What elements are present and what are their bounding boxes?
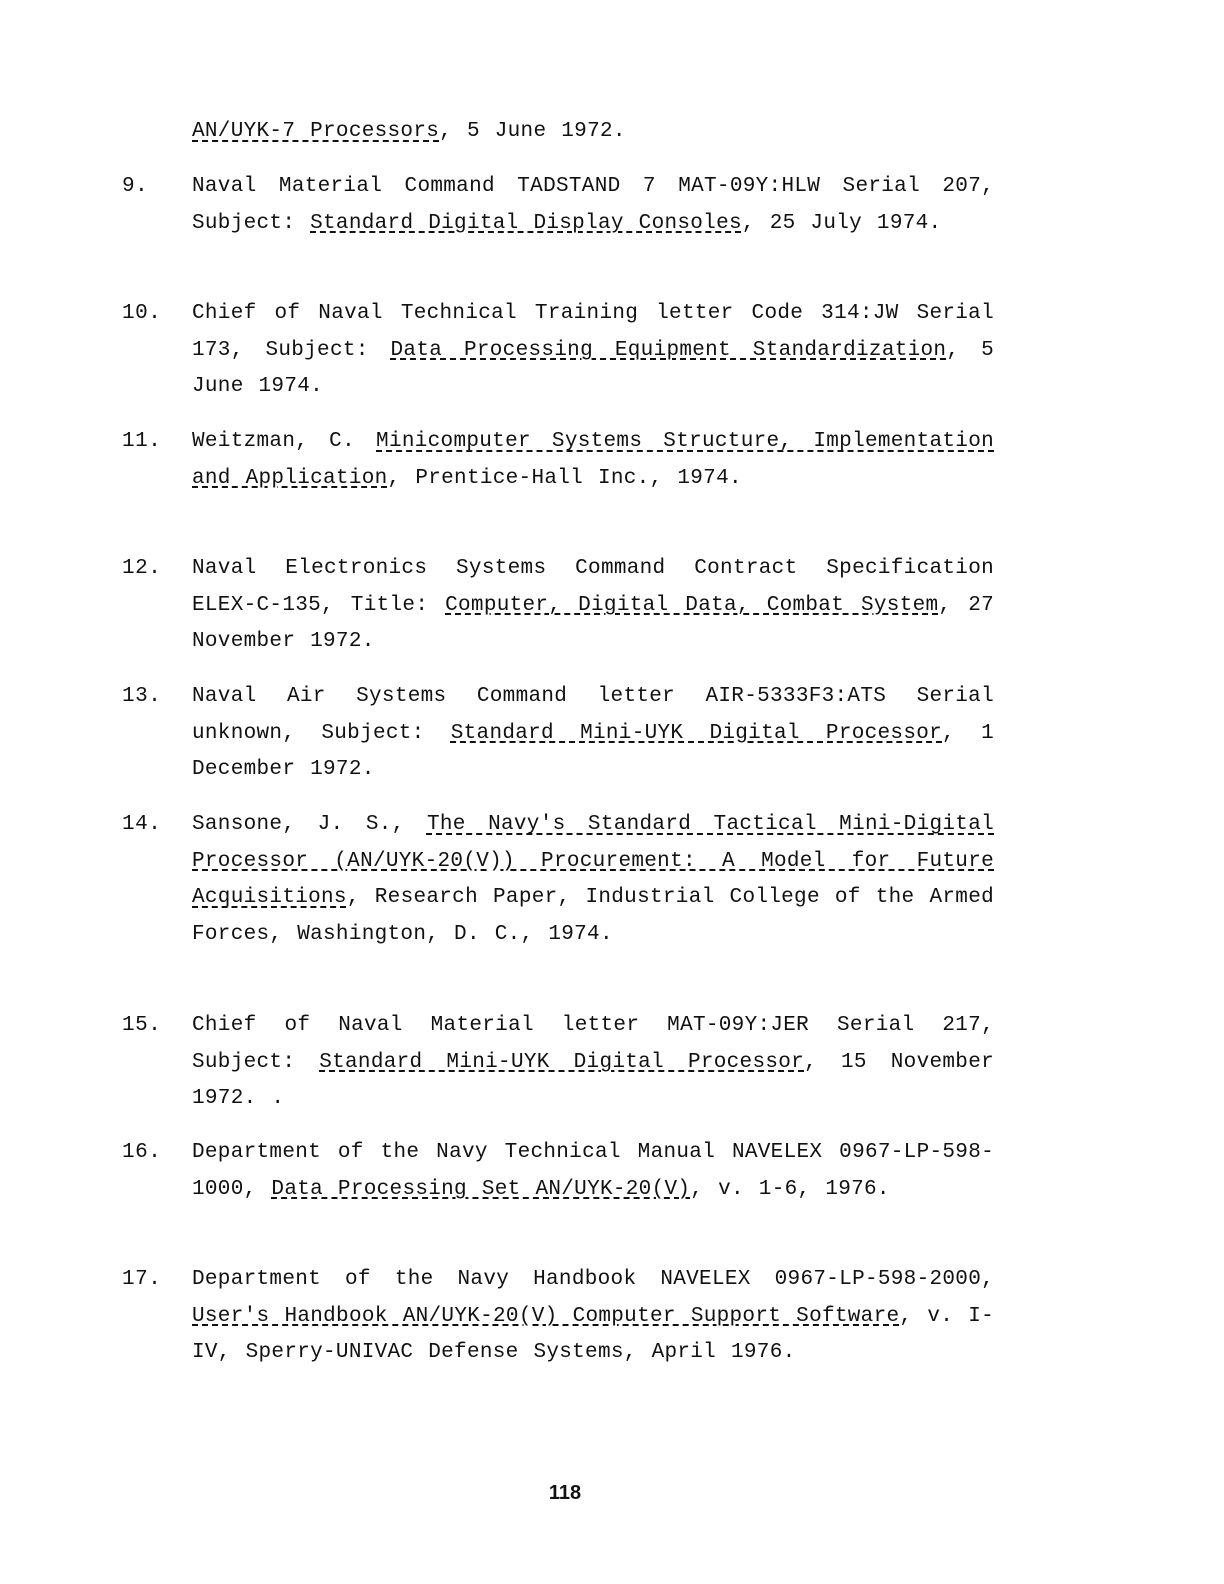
reference-text: [192, 169, 994, 242]
reference-title: Minicomputer Systems Structure, Implementation and Application: [192, 430, 994, 490]
reference-detail: , 1 December 1972.: [192, 721, 994, 781]
reference-detail: , 5 June 1972.: [439, 120, 626, 143]
reference-detail: , 25 July 1974.: [741, 211, 942, 235]
reference-detail: , Prentice-Hall Inc., 1974.: [387, 466, 742, 490]
reference-detail: , v. I-IV, Sperry-UNIVAC Defense Systems, April 1976.: [192, 1304, 994, 1364]
reference-detail: , 27 November 1972.: [192, 593, 994, 653]
reference-detail: , 5 June 1974.: [192, 338, 994, 398]
reference-number: 16.: [122, 1141, 162, 1164]
reference-text: [192, 679, 994, 789]
reference-number: 13.: [122, 685, 162, 708]
reference-number: 9.: [122, 175, 149, 198]
reference-lead: Weitzman, C.: [192, 430, 377, 453]
reference-title: Standard Digital Display Consoles: [310, 211, 742, 235]
reference-lead: Chief of Naval Technical Training letter Code 314:JW Serial 173, Subject:: [192, 302, 994, 362]
reference-detail: , 15 November 1972. .: [192, 1050, 994, 1110]
reference-lead: Naval Material Command TADSTAND 7 MAT-09Y:HLW Serial 207, Subject:: [192, 175, 994, 235]
reference-title: Standard Mini-UYK Digital Processor: [450, 721, 943, 745]
reference-detail: , Research Paper, Industrial College of the Armed Forces, Washington, D. C., 1974.: [192, 886, 994, 946]
reference-text: [192, 296, 994, 406]
reference-lead: Department of the Navy Handbook NAVELEX 0967-LP-598-2000,: [192, 1268, 994, 1291]
reference-number: 15.: [122, 1014, 162, 1037]
reference-title: AN/UYK-7 Processors: [192, 120, 440, 143]
reference-detail: , v. 1-6, 1976.: [690, 1177, 890, 1201]
reference-text: [192, 424, 994, 497]
reference-title: Data Processing Set AN/UYK-20(V): [271, 1177, 691, 1201]
reference-title: Computer, Digital Data, Combat System: [445, 593, 939, 617]
reference-lead: Naval Electronics Systems Command Contract Specification ELEX-C-135, Title:: [192, 557, 994, 617]
reference-number: 17.: [122, 1268, 162, 1291]
reference-number: 10.: [122, 302, 162, 325]
reference-title: User's Handbook AN/UYK-20(V) Computer Support Software: [192, 1304, 900, 1328]
reference-lead: Department of the Navy Technical Manual NAVELEX 0967-LP-598-1000,: [192, 1141, 994, 1201]
reference-text: [192, 114, 994, 151]
reference-text: [192, 1135, 994, 1208]
reference-text: [192, 1008, 994, 1118]
reference-lead: Naval Air Systems Command letter AIR-5333F3:ATS Serial unknown, Subject:: [192, 685, 994, 745]
reference-text: [192, 551, 994, 661]
reference-lead: Sansone, J. S.,: [192, 813, 427, 836]
reference-number: 11.: [122, 430, 162, 453]
reference-number: 12.: [122, 557, 162, 580]
page-number: 118: [548, 1482, 582, 1504]
reference-number: 14.: [122, 813, 162, 836]
reference-text: [192, 1262, 994, 1372]
reference-title: The Navy's Standard Tactical Mini-Digital Processor (AN/UYK-20(V)) Procurement: A Model for Future Acquisitions: [192, 813, 994, 909]
reference-title: Data Processing Equipment Standardization: [390, 338, 947, 362]
reference-lead: Chief of Naval Material letter MAT-09Y:JER Serial 217, Subject:: [192, 1014, 994, 1074]
reference-text: [192, 807, 994, 953]
reference-title: Standard Mini-UYK Digital Processor: [319, 1050, 805, 1074]
